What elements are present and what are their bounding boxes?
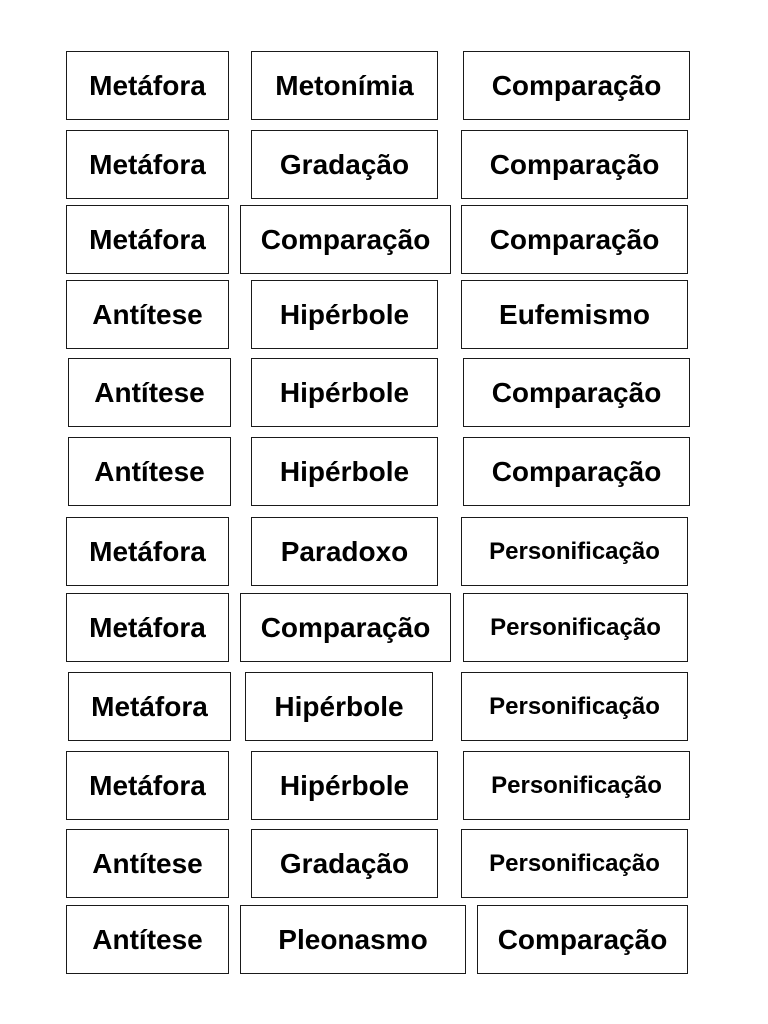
word-card: Pleonasmo	[240, 905, 466, 974]
word-card: Comparação	[463, 51, 690, 120]
word-card: Metáfora	[66, 593, 229, 662]
word-card: Antítese	[68, 358, 231, 427]
word-card: Gradação	[251, 130, 438, 199]
word-card: Comparação	[463, 437, 690, 506]
word-card: Personificação	[463, 593, 688, 662]
word-card: Personificação	[461, 672, 688, 741]
word-card: Comparação	[477, 905, 688, 974]
word-card: Hipérbole	[251, 358, 438, 427]
word-card: Personificação	[461, 829, 688, 898]
word-card: Hipérbole	[245, 672, 433, 741]
word-card: Comparação	[240, 205, 451, 274]
word-card: Comparação	[461, 205, 688, 274]
word-card: Antítese	[68, 437, 231, 506]
word-card: Comparação	[461, 130, 688, 199]
word-card: Gradação	[251, 829, 438, 898]
word-card: Metáfora	[66, 51, 229, 120]
word-card: Antítese	[66, 280, 229, 349]
word-card: Hipérbole	[251, 437, 438, 506]
word-card: Hipérbole	[251, 751, 438, 820]
word-card: Hipérbole	[251, 280, 438, 349]
word-card: Antítese	[66, 905, 229, 974]
word-card: Personificação	[463, 751, 690, 820]
word-card: Comparação	[240, 593, 451, 662]
word-card: Metáfora	[66, 517, 229, 586]
word-card: Metáfora	[66, 751, 229, 820]
word-card: Personificação	[461, 517, 688, 586]
word-card: Metáfora	[66, 130, 229, 199]
word-card: Paradoxo	[251, 517, 438, 586]
word-card: Antítese	[66, 829, 229, 898]
word-card: Metáfora	[68, 672, 231, 741]
word-card: Comparação	[463, 358, 690, 427]
word-card: Metonímia	[251, 51, 438, 120]
word-card: Metáfora	[66, 205, 229, 274]
word-card: Eufemismo	[461, 280, 688, 349]
